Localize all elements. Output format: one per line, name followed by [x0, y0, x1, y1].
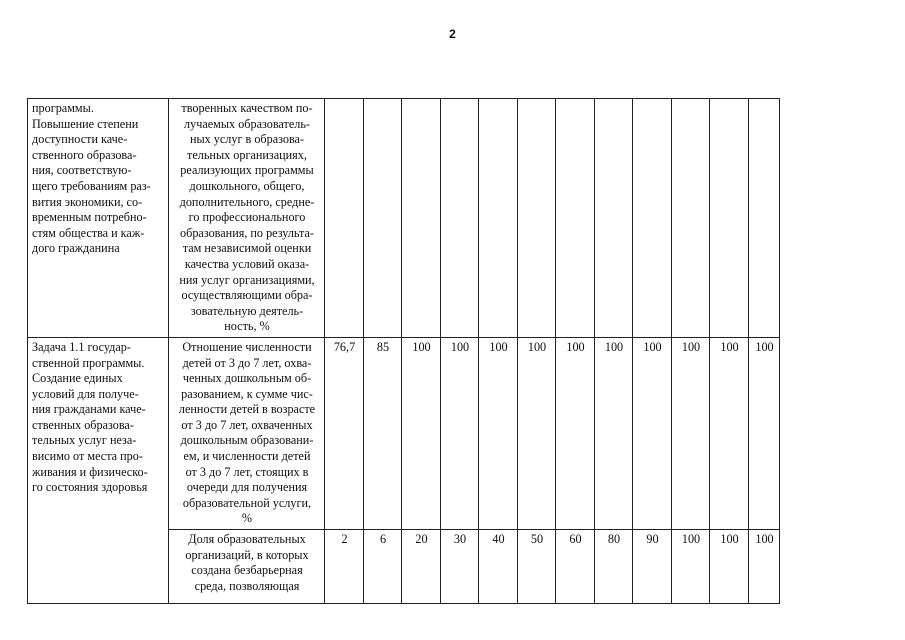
- goal-text: программы. Повышение степени доступности каче- ственного образова- ния, соответствую- щего требованиям раз- вития экономики, со- временным потребно- стям общества и каж- дого гражданина: [32, 101, 151, 256]
- indicator-cell: [169, 99, 325, 338]
- value-cell: [402, 99, 441, 338]
- value-cell: 100: [749, 530, 780, 604]
- value-cell: 80: [595, 530, 633, 604]
- value-cell: 100: [402, 337, 441, 529]
- value-cell: [325, 99, 364, 338]
- value-cell: [595, 99, 633, 338]
- value-cell: 100: [749, 337, 780, 529]
- value-cell: 30: [441, 530, 479, 604]
- value-cell: 100: [672, 530, 710, 604]
- value-cell: 2: [325, 530, 364, 604]
- value-cell: 100: [672, 337, 710, 529]
- value-cell: [479, 99, 518, 338]
- goal-text: Задача 1.1 государ- ственной программы. Создание единых условий для получе- ния гражданами каче- ственных образова- тельных услуг неза- висимо от места про- живания и физическо- го состояния здоровья: [32, 339, 148, 495]
- value-cell: 76,7: [325, 337, 364, 529]
- value-cell: 100: [633, 337, 672, 529]
- value-cell: 100: [595, 337, 633, 529]
- indicator-cell: [169, 530, 325, 604]
- value-cell: [518, 99, 556, 338]
- indicator-cell: [169, 337, 325, 529]
- value-cell: 6: [364, 530, 402, 604]
- value-cell: 40: [479, 530, 518, 604]
- value-cell: [749, 99, 780, 338]
- indicators-table: [27, 98, 780, 604]
- value-cell: [364, 99, 402, 338]
- value-cell: 50: [518, 530, 556, 604]
- value-cell: 100: [710, 337, 749, 529]
- value-cell: [556, 99, 595, 338]
- table-row: [28, 337, 780, 529]
- value-cell: 100: [518, 337, 556, 529]
- value-cell: 100: [710, 530, 749, 604]
- page-number: 2: [449, 27, 456, 41]
- goal-cell: [28, 99, 169, 338]
- value-cell: [710, 99, 749, 338]
- value-cell: [441, 99, 479, 338]
- indicator-text: Отношение численности детей от 3 до 7 лет, охва- ченных дошкольным об- разованием, к сумме чис- ленности детей в возрасте от 3 до 7 лет, охваченных дошкольным образовани- ем, и численности детей от 3 до 7 лет, стоящих в очереди для получения образовательной услуги, %: [178, 339, 316, 526]
- indicator-text: Доля образовательных организаций, в которых создана безбарьерная среда, позволяющая: [185, 532, 309, 593]
- value-cell: [633, 99, 672, 338]
- value-cell: 100: [479, 337, 518, 529]
- value-cell: 90: [633, 530, 672, 604]
- table-row: [28, 99, 780, 338]
- goal-cell: [28, 337, 169, 603]
- value-cell: 60: [556, 530, 595, 604]
- value-cell: [672, 99, 710, 338]
- value-cell: 20: [402, 530, 441, 604]
- value-cell: 100: [441, 337, 479, 529]
- value-cell: 85: [364, 337, 402, 529]
- indicator-text: творенных качеством по- лучаемых образователь- ных услуг в образова- тельных организациях, реализующих программы дошкольного, общего, дополнительного, средне- го профессионального образования, по результа- там независимой оценки качества условий оказа- ния услуг организациями, осуществляющими обра- зовательную деятель- ность, %: [179, 101, 315, 334]
- value-cell: 100: [556, 337, 595, 529]
